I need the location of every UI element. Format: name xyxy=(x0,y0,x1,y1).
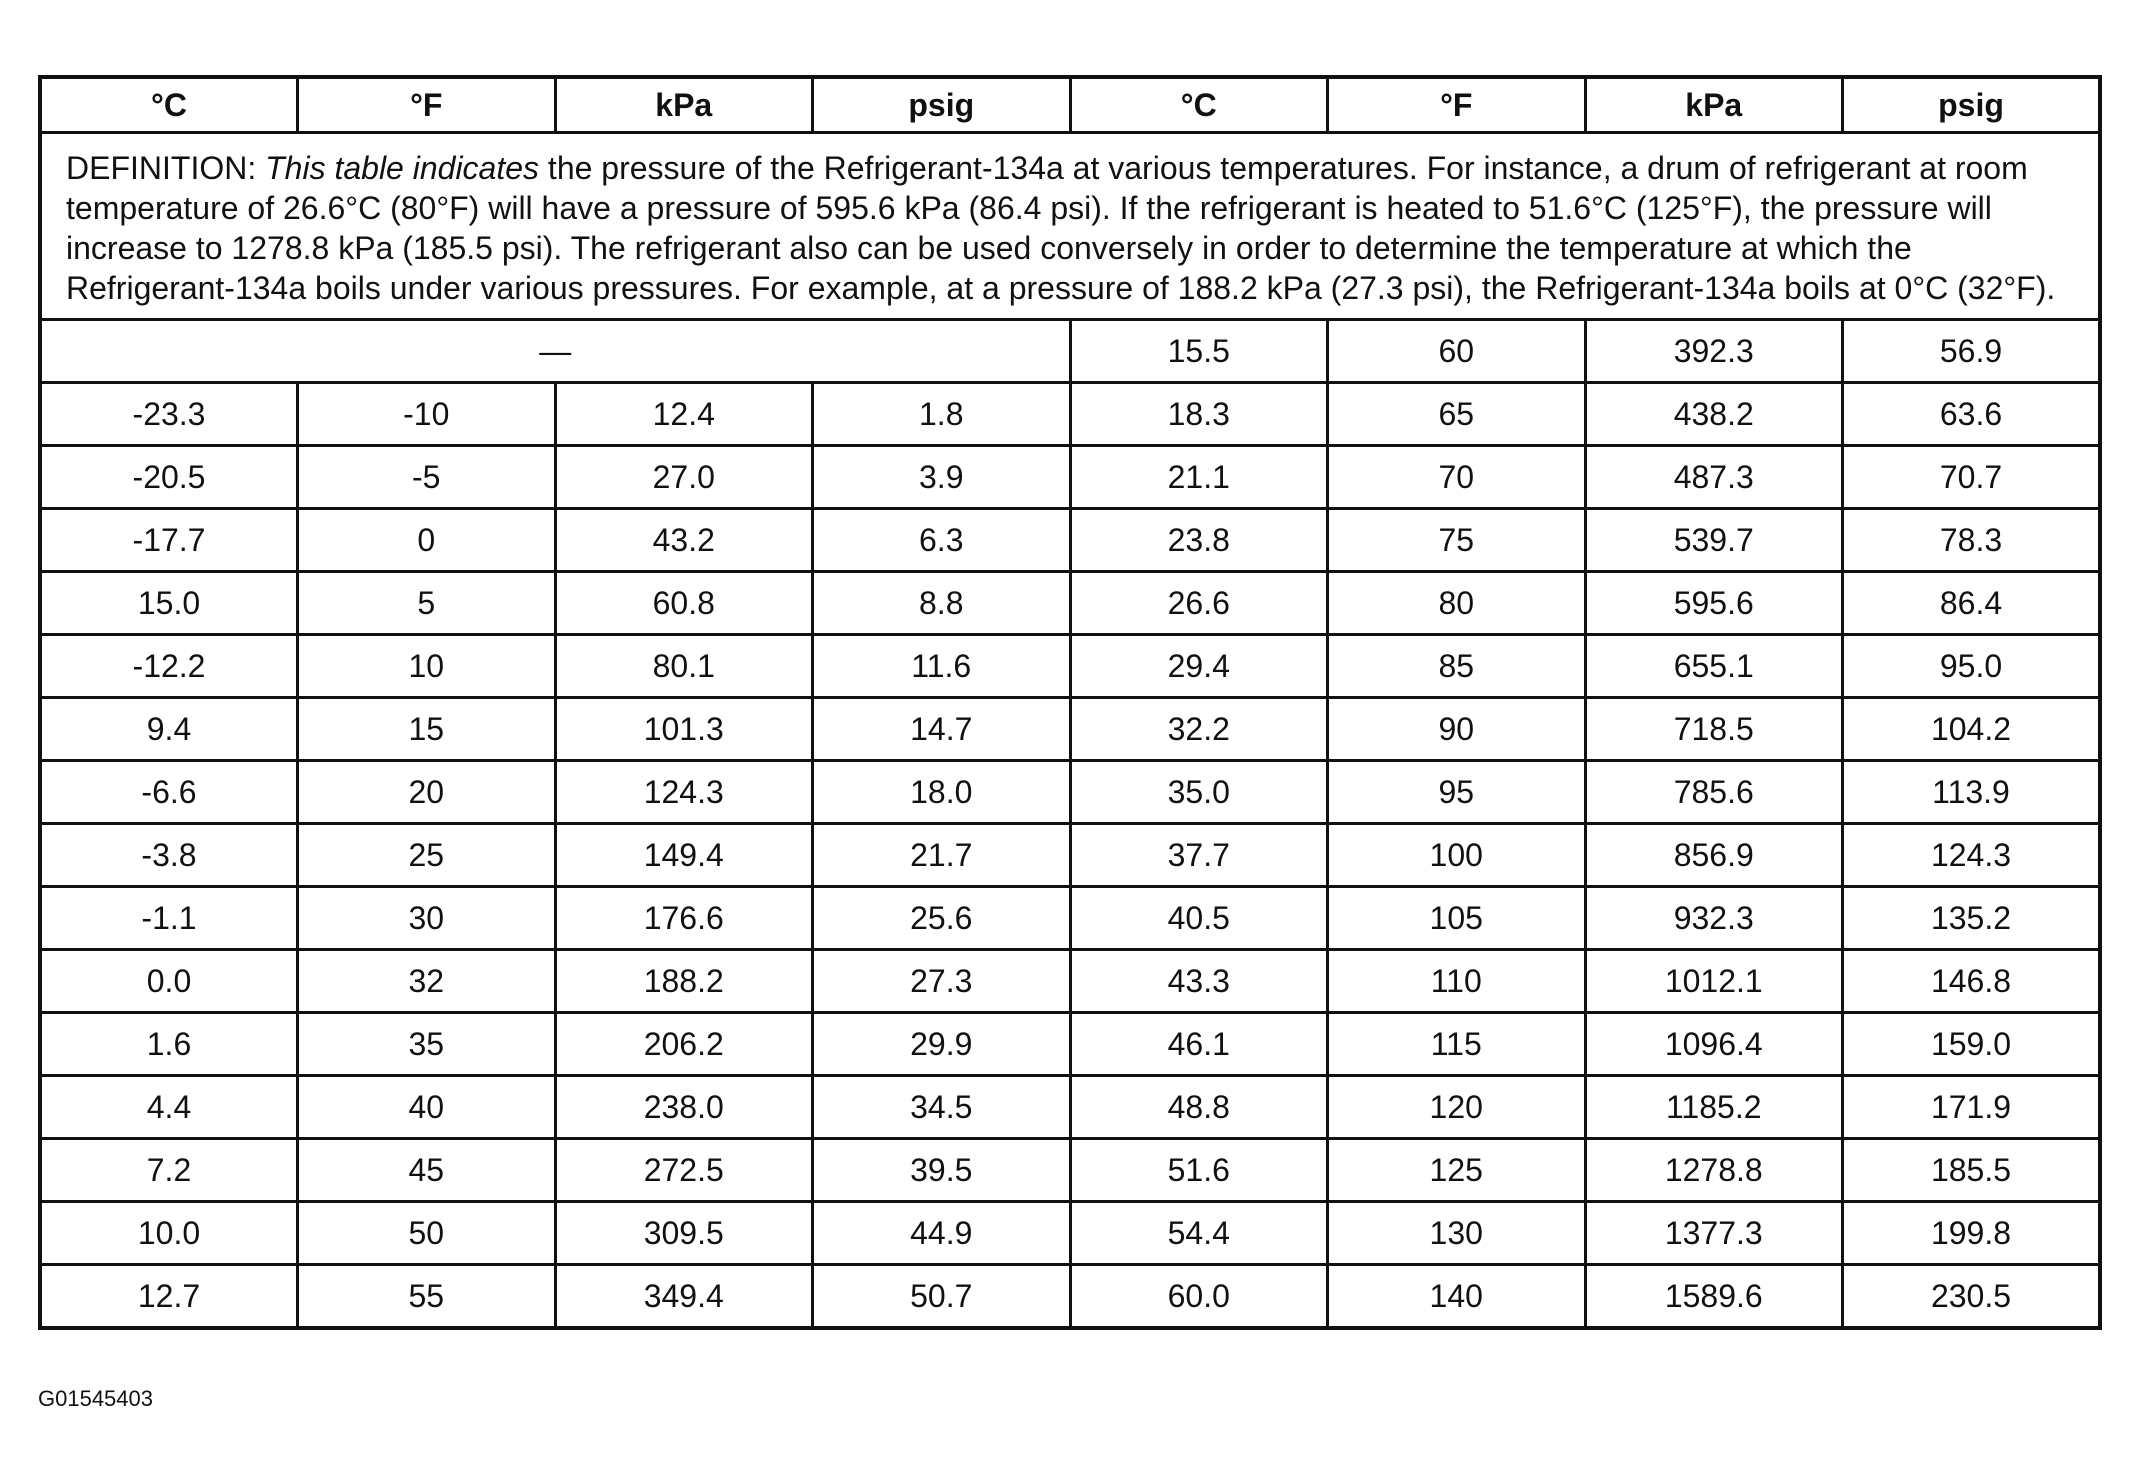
table-cell: 27.3 xyxy=(813,950,1071,1013)
table-cell: 238.0 xyxy=(555,1076,813,1139)
table-cell: 50 xyxy=(298,1202,556,1265)
table-cell: 21.1 xyxy=(1070,446,1328,509)
table-cell: 206.2 xyxy=(555,1013,813,1076)
table-cell: 15.5 xyxy=(1070,320,1328,383)
table-cell: 15.0 xyxy=(40,572,298,635)
table-cell: 95 xyxy=(1328,761,1586,824)
table-cell: 60.8 xyxy=(555,572,813,635)
definition-text xyxy=(40,133,2100,320)
table-row xyxy=(40,887,2100,950)
table-cell: 1377.3 xyxy=(1585,1202,1843,1265)
table-cell: -12.2 xyxy=(40,635,298,698)
table-cell: 70.7 xyxy=(1843,446,2101,509)
table-cell: 60 xyxy=(1328,320,1586,383)
table-cell: -20.5 xyxy=(40,446,298,509)
table-cell: 29.9 xyxy=(813,1013,1071,1076)
table-cell: 10 xyxy=(298,635,556,698)
table-cell: 115 xyxy=(1328,1013,1586,1076)
table-cell: 18.0 xyxy=(813,761,1071,824)
table-cell: 171.9 xyxy=(1843,1076,2101,1139)
definition-emphasis: This table indicates xyxy=(265,150,540,186)
table-cell: 110 xyxy=(1328,950,1586,1013)
table-cell: 20 xyxy=(298,761,556,824)
table-cell: 230.5 xyxy=(1843,1265,2101,1329)
definition-lead: DEFINITION: xyxy=(66,150,266,186)
table-row xyxy=(40,509,2100,572)
table-cell: 18.3 xyxy=(1070,383,1328,446)
table-cell: 159.0 xyxy=(1843,1013,2101,1076)
table-row xyxy=(40,572,2100,635)
definition-row xyxy=(40,133,2100,320)
table-cell: 40 xyxy=(298,1076,556,1139)
table-cell: 34.5 xyxy=(813,1076,1071,1139)
table-cell: 80 xyxy=(1328,572,1586,635)
table-cell: 655.1 xyxy=(1585,635,1843,698)
table-cell: -10 xyxy=(298,383,556,446)
table-cell: 65 xyxy=(1328,383,1586,446)
table-row xyxy=(40,635,2100,698)
table-cell: 30 xyxy=(298,887,556,950)
table-cell: 104.2 xyxy=(1843,698,2101,761)
figure-id: G01545403 xyxy=(38,1386,153,1411)
table-cell: -3.8 xyxy=(40,824,298,887)
table-cell: 135.2 xyxy=(1843,887,2101,950)
table-cell: 149.4 xyxy=(555,824,813,887)
table-cell: 120 xyxy=(1328,1076,1586,1139)
table-row xyxy=(40,1139,2100,1202)
table-cell: 55 xyxy=(298,1265,556,1329)
table-cell: 1278.8 xyxy=(1585,1139,1843,1202)
table-cell: 63.6 xyxy=(1843,383,2101,446)
table-cell: 185.5 xyxy=(1843,1139,2101,1202)
table-cell: 80.1 xyxy=(555,635,813,698)
table-cell: 5 xyxy=(298,572,556,635)
table-cell: 113.9 xyxy=(1843,761,2101,824)
table-cell: 48.8 xyxy=(1070,1076,1328,1139)
table-cell: 8.8 xyxy=(813,572,1071,635)
header-psig: psig xyxy=(1843,77,2101,133)
table-row xyxy=(40,1076,2100,1139)
table-row xyxy=(40,1265,2100,1329)
table-cell: 392.3 xyxy=(1585,320,1843,383)
table-cell: 125 xyxy=(1328,1139,1586,1202)
table-cell: 7.2 xyxy=(40,1139,298,1202)
table-cell: -23.3 xyxy=(40,383,298,446)
table-cell: 25 xyxy=(298,824,556,887)
table-cell: 10.0 xyxy=(40,1202,298,1265)
header-row xyxy=(40,77,2100,133)
table-cell: -5 xyxy=(298,446,556,509)
table-cell: 438.2 xyxy=(1585,383,1843,446)
table-cell: 54.4 xyxy=(1070,1202,1328,1265)
table-cell: 35 xyxy=(298,1013,556,1076)
table-row xyxy=(40,1202,2100,1265)
header-kpa: kPa xyxy=(555,77,813,133)
header-psig: psig xyxy=(813,77,1071,133)
table-row xyxy=(40,446,2100,509)
table-cell: 43.3 xyxy=(1070,950,1328,1013)
table-cell: -17.7 xyxy=(40,509,298,572)
table-cell: 11.6 xyxy=(813,635,1071,698)
header-kpa: kPa xyxy=(1585,77,1843,133)
table-cell: 718.5 xyxy=(1585,698,1843,761)
table-row xyxy=(40,383,2100,446)
table-cell: 12.7 xyxy=(40,1265,298,1329)
table-cell: 272.5 xyxy=(555,1139,813,1202)
table-cell: 27.0 xyxy=(555,446,813,509)
table-cell: 1012.1 xyxy=(1585,950,1843,1013)
header-fahrenheit: °F xyxy=(1328,77,1586,133)
table-cell: 105 xyxy=(1328,887,1586,950)
table-cell: 785.6 xyxy=(1585,761,1843,824)
table-cell: 595.6 xyxy=(1585,572,1843,635)
table-cell: 46.1 xyxy=(1070,1013,1328,1076)
table-cell: -6.6 xyxy=(40,761,298,824)
refrigerant-pressure-table xyxy=(38,75,2102,1330)
table-cell: 349.4 xyxy=(555,1265,813,1329)
table-cell: 37.7 xyxy=(1070,824,1328,887)
table-cell: 60.0 xyxy=(1070,1265,1328,1329)
table-cell: 39.5 xyxy=(813,1139,1071,1202)
table-cell: 43.2 xyxy=(555,509,813,572)
table-cell: 0 xyxy=(298,509,556,572)
table-cell: 4.4 xyxy=(40,1076,298,1139)
table-row xyxy=(40,698,2100,761)
table-cell: 35.0 xyxy=(1070,761,1328,824)
table-cell: 932.3 xyxy=(1585,887,1843,950)
table-cell: 101.3 xyxy=(555,698,813,761)
table-cell: 0.0 xyxy=(40,950,298,1013)
table-cell: 3.9 xyxy=(813,446,1071,509)
table-cell: 487.3 xyxy=(1585,446,1843,509)
table-cell: 56.9 xyxy=(1843,320,2101,383)
table-row xyxy=(40,824,2100,887)
table-cell: 75 xyxy=(1328,509,1586,572)
table-cell: 1185.2 xyxy=(1585,1076,1843,1139)
table-cell: 1.6 xyxy=(40,1013,298,1076)
header-fahrenheit: °F xyxy=(298,77,556,133)
table-cell: 95.0 xyxy=(1843,635,2101,698)
table-cell: 14.7 xyxy=(813,698,1071,761)
table-cell: 1.8 xyxy=(813,383,1071,446)
table-cell: 130 xyxy=(1328,1202,1586,1265)
table-cell: 50.7 xyxy=(813,1265,1071,1329)
table-cell: 6.3 xyxy=(813,509,1071,572)
header-celsius: °C xyxy=(40,77,298,133)
table-cell: 32 xyxy=(298,950,556,1013)
table-cell: 45 xyxy=(298,1139,556,1202)
table-cell: 539.7 xyxy=(1585,509,1843,572)
table-cell: 32.2 xyxy=(1070,698,1328,761)
table-cell: 70 xyxy=(1328,446,1586,509)
table-cell: 146.8 xyxy=(1843,950,2101,1013)
empty-range-dash: — xyxy=(40,320,1070,383)
table-cell: 188.2 xyxy=(555,950,813,1013)
table-cell: 86.4 xyxy=(1843,572,2101,635)
table-row xyxy=(40,1013,2100,1076)
table-cell: 176.6 xyxy=(555,887,813,950)
table-cell: 40.5 xyxy=(1070,887,1328,950)
table-cell: 51.6 xyxy=(1070,1139,1328,1202)
table-cell: 124.3 xyxy=(555,761,813,824)
table-cell: 78.3 xyxy=(1843,509,2101,572)
definition-body: the pressure of the Refrigerant-134a at various temperatures. For instance, a drum of refrigerant at room temperature of 26.6°C (80°F) will have a pressure of 595.6 kPa (86.4 psi). If the refrigerant is heated to 51.6°C (125°F), the pressure will increase to 1278.8 kPa (185.5 psi). The refrigerant also can be used conversely in order to determine the temperature at which the Refrigerant-134a boils under various pressures. For example, at a pressure of 188.2 kPa (27.3 psi), the Refrigerant-134a boils at 0°C (32°F). xyxy=(66,150,2056,306)
table-row xyxy=(40,950,2100,1013)
table-cell: 309.5 xyxy=(555,1202,813,1265)
table-cell: 25.6 xyxy=(813,887,1071,950)
table-cell: 124.3 xyxy=(1843,824,2101,887)
table-cell: 90 xyxy=(1328,698,1586,761)
table-cell: 1096.4 xyxy=(1585,1013,1843,1076)
table-cell: 23.8 xyxy=(1070,509,1328,572)
table-cell: 21.7 xyxy=(813,824,1071,887)
table-row xyxy=(40,761,2100,824)
header-celsius: °C xyxy=(1070,77,1328,133)
table-cell: 26.6 xyxy=(1070,572,1328,635)
table-cell: 1589.6 xyxy=(1585,1265,1843,1329)
table-cell: 9.4 xyxy=(40,698,298,761)
table-cell: 44.9 xyxy=(813,1202,1071,1265)
table-cell: -1.1 xyxy=(40,887,298,950)
table-cell: 29.4 xyxy=(1070,635,1328,698)
table-cell: 140 xyxy=(1328,1265,1586,1329)
table-cell: 15 xyxy=(298,698,556,761)
table-cell: 85 xyxy=(1328,635,1586,698)
table-cell: 12.4 xyxy=(555,383,813,446)
table-cell: 856.9 xyxy=(1585,824,1843,887)
table-cell: 100 xyxy=(1328,824,1586,887)
table-cell: 199.8 xyxy=(1843,1202,2101,1265)
table-row xyxy=(40,320,2100,383)
